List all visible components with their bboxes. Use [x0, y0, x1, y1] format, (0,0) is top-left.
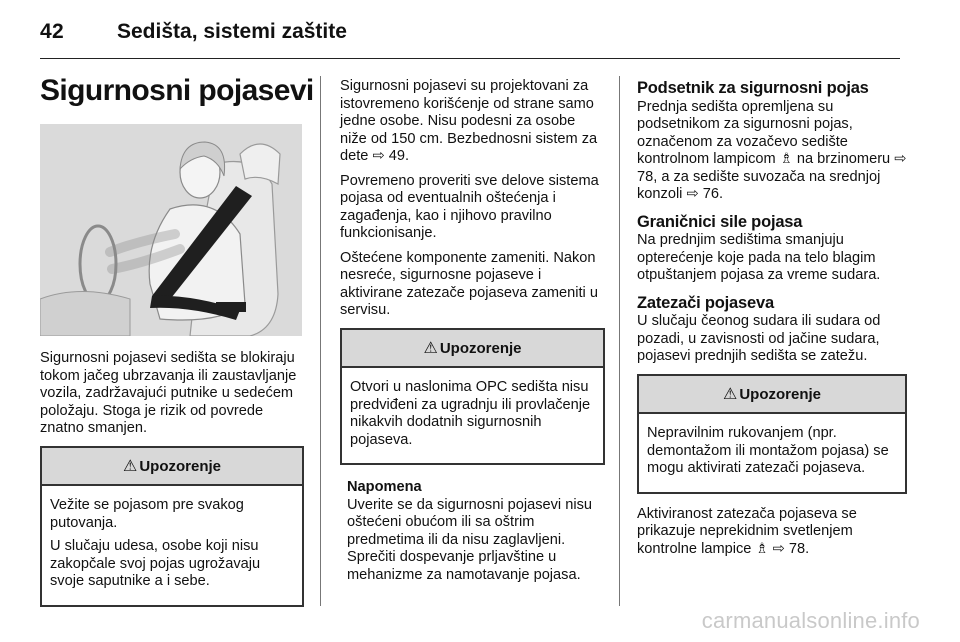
warning-text-2: U slučaju udesa, osobe koji nisu zakopčale svoj pojas ugrožavaju svoje saputnike a i sebe. — [50, 538, 261, 589]
warning-triangle-icon: ⚠ — [423, 339, 438, 357]
column-2 — [340, 78, 605, 584]
warning-heading: Upozorenje — [439, 339, 522, 357]
section-title: Sigurnosni pojasevi — [40, 74, 314, 107]
warning-text-1: Vežite se pojasom pre svakog putovanja. — [50, 497, 244, 531]
seatbelt-illustration — [40, 124, 302, 336]
paragraph-capacity: Sigurnosni pojasevi su projektovani za istovremeno korišćenje od strane samo jedne osobe. Nisu podesni za osobe niže od 150 cm. Bezbednosni sistem za dete ⇨ 49. — [340, 78, 598, 164]
warning-heading: Upozorenje — [139, 457, 222, 475]
warning-box-3 — [637, 374, 907, 494]
warning-body — [42, 486, 302, 605]
page-number: 42 — [40, 20, 64, 43]
heading-belt-reminder: Podsetnik za sigurnosni pojas — [637, 79, 869, 97]
column-3 — [637, 78, 907, 565]
warning-header — [342, 330, 603, 369]
warning-header — [639, 376, 905, 415]
warning-triangle-icon: ⚠ — [722, 385, 738, 403]
note-text: Uverite se da sigurnosni pojasevi nisu oštećeni obućom ili sa oštrim predmetima ili da nisu zaglavljeni. Sprečiti dospevanje prljavštine u mehanizme za namotavanje pojasa. — [347, 496, 592, 583]
paragraph-replacement: Oštećene komponente zameniti. Nakon nesreće, sigurnosne pojaseve i aktivirane zatezače pojaseva zameniti u servisu. — [340, 249, 598, 318]
warning-body — [639, 414, 905, 492]
warning-heading: Upozorenje — [739, 385, 822, 403]
column-divider-2 — [619, 76, 620, 606]
paragraph-belt-reminder: Prednja sedišta opremljena su podsetnikom za sigurnosni pojas, označenom za vozačevo sedište kontrolnom lampicom ♗ na brzinomeru ⇨ 78, a za sedište suvozača na srednjoj konzoli ⇨ 76. — [637, 98, 907, 202]
warning-triangle-icon: ⚠ — [122, 457, 138, 475]
column-1 — [40, 124, 304, 619]
header-divider — [40, 58, 900, 59]
warning-text: Nepravilnim rukovanjem (npr. demontažom ili montažom pojasa) se mogu aktivirati zatezači pojaseva. — [647, 425, 889, 476]
paragraph-pretensioner-light: Aktiviranost zatezača pojaseva se prikazuje neprekidnim svetlenjem kontrolne lampice ♗ ⇨ 78. — [637, 505, 857, 557]
heading-force-limiters: Graničnici sile pojasa — [637, 212, 803, 231]
intro-paragraph: Sigurnosni pojasevi sedišta se blokiraju tokom jačeg ubrzavanja ili zaustavljanje vozila, zadržavajući putnike u sedećem položaju. Stoga je rizik od povrede znatno smanjen. — [40, 350, 297, 436]
column-divider-1 — [320, 76, 321, 606]
warning-text: Otvori u naslonima OPC sedišta nisu predviđeni za ugradnju ili provlačenje nikakvih dodatnih sigurnosnih pojaseva. — [350, 379, 591, 448]
heading-pretensioners: Zatezači pojaseva — [637, 293, 774, 312]
driver-with-seatbelt-image — [40, 124, 302, 336]
watermark: carmanualsonline.info — [701, 608, 920, 633]
paragraph-inspection: Povremeno proveriti sve delove sistema pojasa od eventualnih oštećenja i zagađenja, kao i njihovo pravilno funkcionisanje. — [340, 172, 599, 241]
paragraph-force-limiters: Na prednjim sedištima smanjuju opterećenje koje pada na telo blagim otpuštanjem pojasa za vreme sudara. — [637, 232, 881, 283]
note-block — [340, 479, 605, 584]
running-header-title: Sedišta, sistemi zaštite — [117, 20, 347, 43]
paragraph-pretensioners: U slučaju čeonog sudara ili sudara od pozadi, u zavisnosti od jačine sudara, pojasevi prednjih sedišta se zatežu. — [637, 313, 881, 364]
note-title: Napomena — [347, 479, 422, 495]
warning-header — [42, 448, 302, 487]
warning-body — [342, 368, 603, 463]
warning-box-2 — [340, 328, 605, 466]
warning-box-1 — [40, 446, 304, 607]
